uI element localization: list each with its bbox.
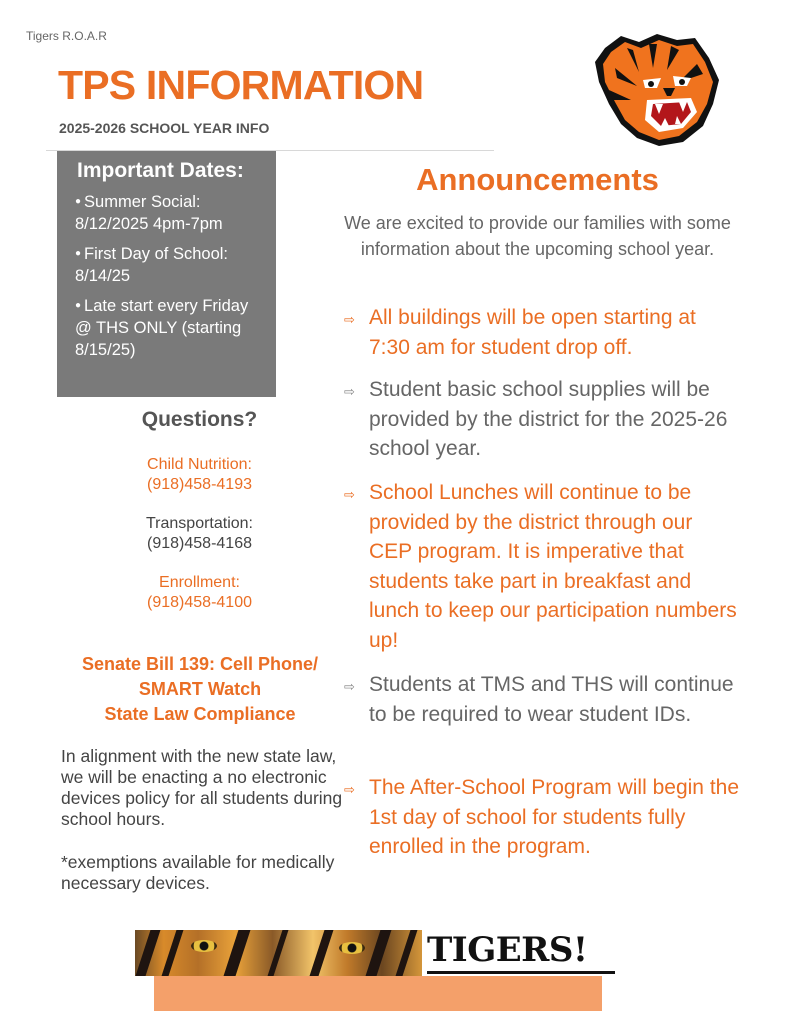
senate-bill-note: *exemptions available for medically necessary devices. [61,852,335,893]
announcements-intro: We are excited to provide our families with some information about the upcoming school year. [344,213,731,259]
announcement-text: Student basic school supplies will be provided by the district for the 2025-26 school year. [369,378,728,460]
announcement-item [344,375,739,464]
contact-enrollment [57,573,342,613]
senate-bill-title-line: Senate Bill 139: Cell Phone/ [81,654,319,674]
senate-bill-title-line: State Law Compliance [104,704,296,724]
header-org-name: Tigers R.O.A.R [26,29,107,43]
announcement-text: All buildings will be open starting at 7:30 am for student drop off. [369,306,696,359]
tiger-eyes-image [135,930,422,976]
page-title: TPS INFORMATION [58,62,424,108]
senate-bill-title-line: SMART Watch [138,679,262,699]
announcement-item [344,478,739,655]
bullet-icon: ● [75,196,82,207]
announcement-text: Students at TMS and THS will continue to be required to wear student IDs. [369,673,734,726]
arrow-right-icon: ⇨ [344,312,355,327]
important-dates-box [57,151,276,397]
date-item-text: Late start every Friday @ THS ONLY (starting 8/15/25) [75,297,249,359]
announcement-text: The After-School Program will begin the 1st day of school for students fully enrolled in the program. [369,776,740,858]
date-item [75,295,266,361]
senate-bill-title [45,652,355,727]
arrow-right-icon: ⇨ [344,384,355,399]
contact-phone: (918)458-4193 [147,476,252,493]
announcement-item [344,773,739,862]
announcement-text: School Lunches will continue to be provided by the district through our CEP program. It is imperative that students take part in breakfast and lunch to keep our participation numbers up! [369,481,737,652]
announcements-title: Announcements [416,162,659,197]
important-dates-title: Important Dates: [77,159,244,182]
bullet-icon: ● [75,300,82,311]
arrow-right-icon: ⇨ [344,487,355,502]
arrow-right-icon: ⇨ [344,679,355,694]
contact-phone: (918)458-4168 [147,535,252,552]
arrow-right-icon: ⇨ [344,782,355,797]
banner-underline [427,971,615,974]
footer-orange-bar [154,976,602,1011]
date-item [75,243,266,287]
contact-label: Enrollment: [159,574,240,591]
questions-title: Questions? [141,408,258,431]
announcement-item [344,670,739,729]
contact-label: Child Nutrition: [147,456,252,473]
senate-bill-body: In alignment with the new state law, we will be enacting a no electronic devices policy for all students during school hours. [61,746,343,829]
contact-child-nutrition [57,455,342,495]
page-subtitle: 2025-2026 SCHOOL YEAR INFO [59,120,270,136]
announcement-item [344,303,739,362]
date-item [75,191,266,235]
tiger-mascot-logo-icon [587,28,723,148]
date-item-text: First Day of School: 8/14/25 [75,245,229,285]
contact-transportation [57,514,342,554]
bullet-icon: ● [75,248,82,259]
date-item-text: Summer Social: 8/12/2025 4pm-7pm [75,193,223,233]
banner-word: TIGERS! [427,930,588,970]
contact-label: Transportation: [145,515,253,532]
tigers-banner [135,930,617,976]
contact-phone: (918)458-4100 [147,594,252,611]
